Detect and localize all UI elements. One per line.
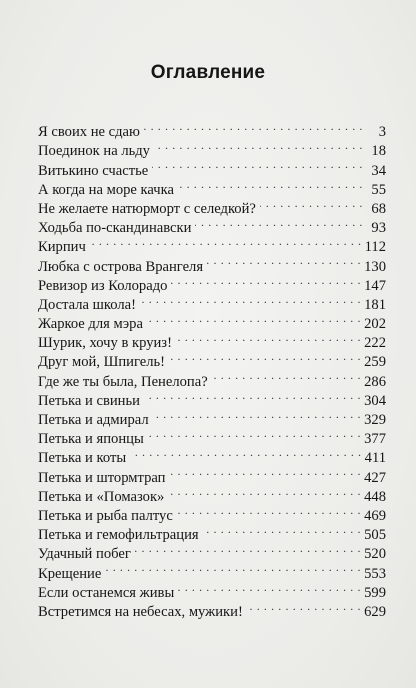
entry-title: Кирпич: [38, 239, 86, 256]
dot-leader: [130, 443, 362, 462]
entry-page-number: 93: [371, 220, 386, 237]
dot-leader: [144, 386, 361, 405]
entry-title: Петька и свиньи: [38, 392, 140, 409]
dot-leader: [144, 117, 363, 136]
entry-title: Друг мой, Шпигель!: [38, 354, 166, 371]
entry-title: Шурик, хочу в круиз!: [38, 335, 172, 352]
entry-page-number: 259: [364, 354, 386, 371]
entry-title: Петька и адмирал: [38, 412, 149, 428]
dot-leader: [177, 501, 361, 520]
entry-title: Не желаете натюрморт с селедкой?: [38, 200, 256, 217]
entry-page-number: 147: [364, 277, 386, 294]
entry-page-number: 112: [364, 239, 386, 256]
entry-title: Если останемся живы: [38, 584, 175, 601]
entry-title: Встретимся на небесах, мужики!: [38, 603, 243, 620]
dot-leader: [212, 366, 361, 385]
entry-page-number: 202: [364, 316, 386, 333]
entry-title: Поединок на льду: [38, 143, 150, 160]
entry-title: А когда на море качка: [38, 181, 174, 198]
dot-leader: [152, 155, 363, 174]
dot-leader: [260, 194, 363, 213]
entry-title: Петька и рыба палтус: [38, 507, 173, 524]
entry-title: Петька и штормтрап: [38, 469, 166, 486]
entry-page-number: 130: [364, 258, 386, 275]
entry-page-number: 3: [378, 124, 386, 141]
dot-leader: [168, 482, 361, 501]
entry-title: Жаркое для мэра: [38, 316, 143, 333]
dot-leader: [171, 271, 361, 290]
entry-page-number: 411: [364, 450, 386, 467]
entry-title: Где же ты была, Пенелопа?: [38, 373, 208, 390]
entry-page-number: 286: [364, 373, 386, 390]
entry-title: Удачный побег: [38, 546, 131, 563]
entry-title: Петька и гемофильтрация: [38, 527, 199, 544]
dot-leader: [135, 539, 361, 558]
dot-leader: [140, 290, 361, 309]
entry-title: Витькино счастье: [38, 162, 149, 179]
entry-page-number: 55: [371, 181, 386, 198]
entry-page-number: 329: [364, 412, 386, 428]
entry-page-number: 18: [371, 143, 386, 160]
dot-leader: [207, 251, 361, 270]
entry-page-number: 304: [364, 392, 386, 409]
dot-leader: [105, 558, 361, 577]
entry-page-number: 505: [364, 527, 386, 544]
entry-page-number: 377: [364, 431, 386, 448]
entry-title: Ходьба по-скандинавски: [38, 220, 192, 237]
dot-leader: [176, 328, 361, 347]
dot-leader: [203, 520, 361, 539]
entry-page-number: 520: [364, 546, 386, 563]
entry-page-number: 629: [364, 603, 386, 620]
entry-title: Любка с острова Врангеля: [38, 258, 204, 275]
toc-title: Оглавление: [150, 62, 266, 83]
dot-leader: [169, 462, 361, 481]
entry-page-number: 553: [364, 565, 386, 582]
dot-leader: [178, 175, 363, 194]
entry-title: Достала школа!: [38, 296, 136, 313]
entry-title: Петька и коты: [38, 450, 127, 467]
dot-leader: [195, 213, 363, 232]
entry-page-number: 222: [364, 335, 386, 352]
dot-leader: [147, 309, 361, 328]
entry-title: Ревизор из Колорадо: [38, 277, 168, 294]
entry-page-number: 181: [364, 296, 386, 313]
entry-page-number: 427: [364, 469, 386, 486]
entry-page-number: 599: [364, 584, 386, 601]
entry-title: Я своих не сдаю: [38, 124, 140, 141]
entry-title: Петька и «Помазок»: [38, 488, 165, 505]
entry-title: Крещение: [38, 565, 102, 582]
entry-page-number: 34: [371, 162, 386, 179]
entry-page-number: 68: [371, 200, 386, 217]
dot-leader: [148, 424, 361, 443]
toc-entry: [38, 117, 386, 141]
dot-leader: [90, 232, 362, 251]
dot-leader: [154, 136, 363, 155]
entry-title: Петька и японцы: [38, 431, 144, 448]
dot-leader: [153, 405, 361, 424]
dot-leader: [178, 578, 361, 597]
toc-entry: [38, 232, 386, 256]
toc-entry: [38, 251, 386, 275]
dot-leader: [247, 597, 361, 616]
entry-page-number: 448: [364, 488, 386, 505]
entry-page-number: 469: [364, 507, 386, 524]
dot-leader: [169, 347, 361, 366]
table-of-contents: [38, 117, 386, 620]
